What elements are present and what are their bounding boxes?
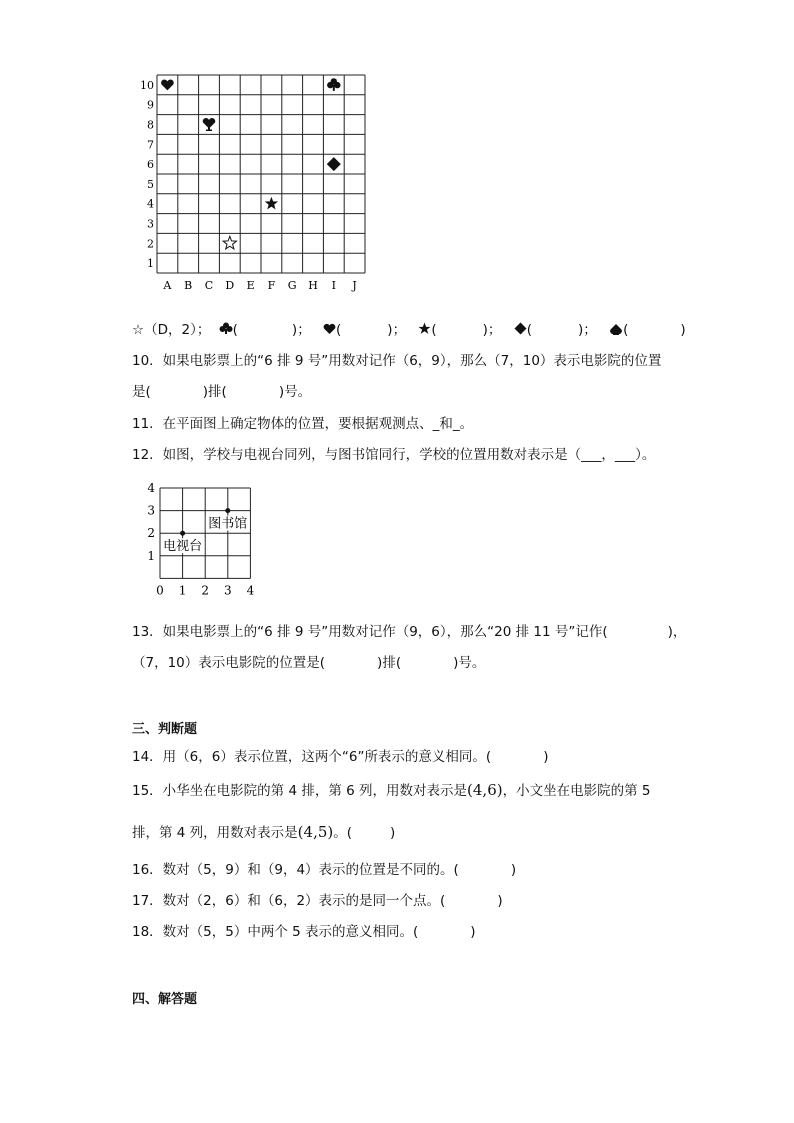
col-label: E [246,279,255,292]
y-label: 4 [147,481,155,495]
heart-icon [323,323,336,335]
star-outline-icon [223,236,236,249]
col-label: A [163,279,172,292]
q15-line2: 排，第 4 列，用数对表示是(4,5)。( ) [132,823,396,841]
star-icon [418,322,431,335]
q13-line2: （7，10）表示电影院的位置是( )排( )号。 [132,655,486,671]
coordinate-grid-2 [140,478,270,598]
row-label: 6 [147,158,154,172]
col-label: H [308,279,318,292]
row-label: 2 [147,237,154,251]
diamond-icon [514,322,527,335]
point-label: 电视台 [163,539,203,555]
row-label: 3 [147,217,154,231]
col-label: I [331,279,336,292]
q17: 17．数对（2，6）和（6，2）表示的是同一个点。( ) [132,893,503,909]
q14: 14．用（6，6）表示位置，这两个“6”所表示的意义相同。( ) [132,749,549,765]
star-filled-icon [265,197,278,210]
club-icon [219,322,233,335]
spade-icon [203,118,215,131]
diamond-icon [327,157,341,171]
q9-line: ☆（D，2）； ( )； ( )； ( )； ( )； ( ) [132,322,686,338]
q16: 16．数对（5，9）和（9，4）表示的位置是不同的。( ) [132,862,517,878]
y-label: 2 [147,526,155,541]
q10-line1: 10．如果电影票上的“6 排 9 号”用数对记作（6，9），那么（7，10）表示电影院的位置 [132,353,662,369]
q9-star-outline-item: ☆（D，2）； [132,322,211,338]
col-label: B [184,279,193,292]
q15-line1: 15．小华坐在电影院的第 4 排，第 6 列，用数对表示是(4,6)，小文坐在电影院的第 5 [132,781,651,799]
q15-math-2: (4,5) [297,823,334,841]
row-label: 9 [147,98,154,112]
y-label: 1 [147,548,155,563]
q10-line2: 是( )排( )号。 [132,384,312,400]
row-label: 5 [147,177,154,191]
x-label: 1 [178,583,187,598]
q12: 12．如图，学校与电视台同列，与图书馆同行，学校的位置用数对表示是（___，___）。 [132,447,656,463]
x-label: 4 [246,583,255,598]
row-label: 1 [147,257,154,271]
section-4-title: 四、解答题 [132,992,198,1007]
x-label: 3 [223,583,232,598]
col-label: C [204,279,214,292]
col-label: F [267,279,276,292]
club-icon [327,78,340,91]
spade-icon [609,322,623,335]
point-marker [180,531,185,536]
q11: 11．在平面图上确定物体的位置，要根据观测点、_和_。 [132,416,474,432]
col-label: G [287,279,297,292]
y-label: 3 [147,503,155,518]
section-3-title: 三、判断题 [132,722,198,737]
row-label: 10 [140,78,154,92]
q15-math-1: (4,6) [467,781,503,799]
heart-icon [161,80,174,91]
point-label: 图书馆 [208,516,248,532]
point-marker [225,508,230,513]
col-label: D [225,279,235,292]
row-label: 8 [147,118,154,132]
q13-line1: 13．如果电影票上的“6 排 9 号”用数对记作（9，6），那么“20 排 11 号”记作( )， [132,624,687,640]
col-label: J [352,279,357,292]
row-label: 7 [147,138,154,152]
q18: 18．数对（5，5）中两个 5 表示的意义相同。( ) [132,924,476,940]
x-label: 2 [201,583,210,598]
row-label: 4 [147,197,154,211]
coordinate-grid-1 [130,70,380,295]
x-label: 0 [156,583,164,598]
